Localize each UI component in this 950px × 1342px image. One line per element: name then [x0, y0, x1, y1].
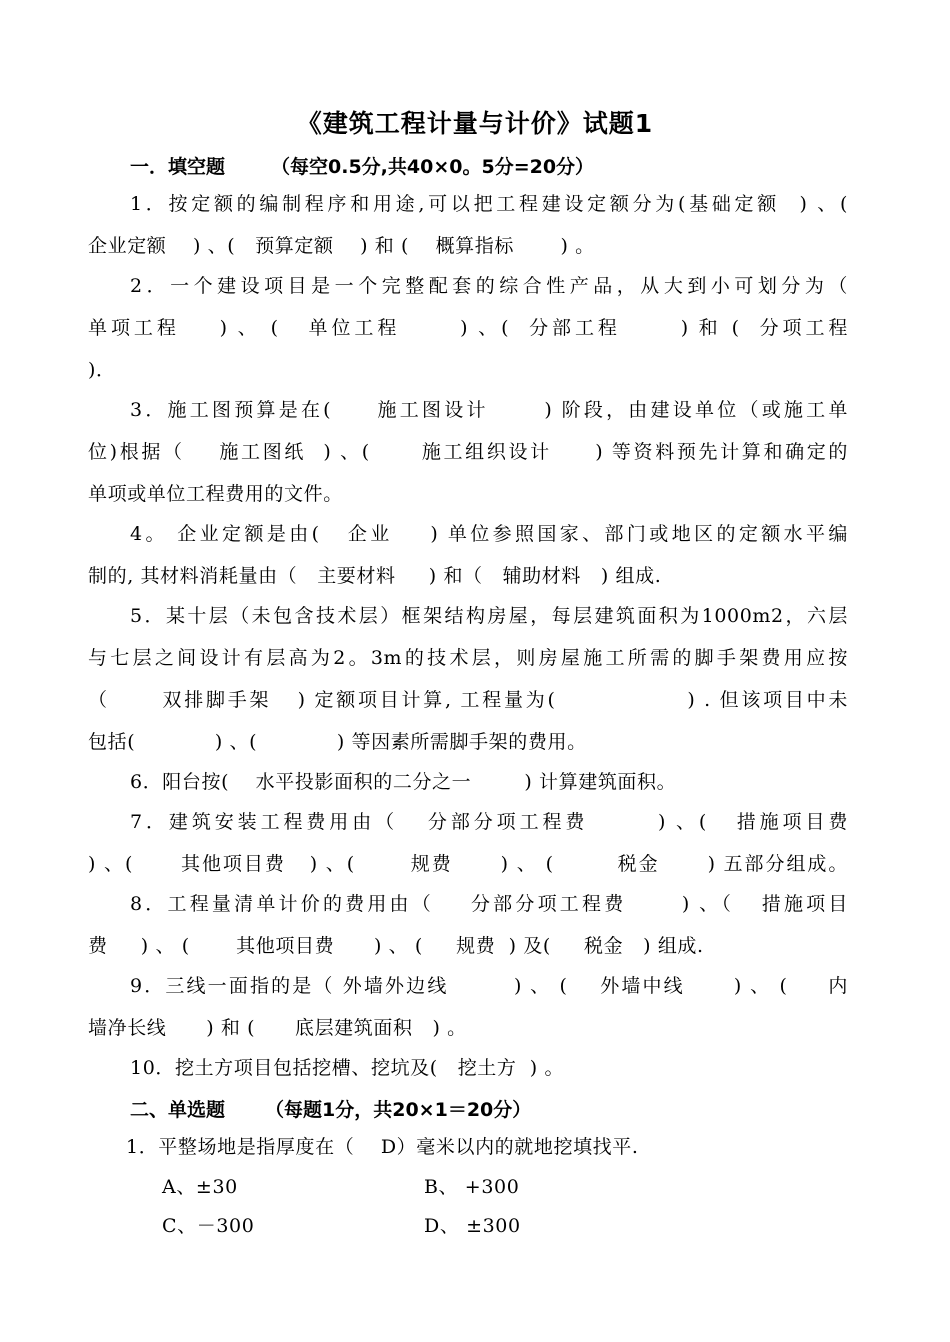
fill-q3-line2: 位)根据（ 施工图纸 ) 、( 施工组织设计 ) 等资料预先计算和确定的: [88, 441, 848, 463]
fill-q7-line1: 7．建筑安装工程费用由（ 分部分项工程费 ) 、( 措施项目费: [130, 811, 848, 833]
fill-q8-line1: 8．工程量清单计价的费用由（ 分部分项工程费 ) 、（ 措施项目: [130, 893, 848, 915]
fill-q1-line2: 企业定额 ) 、( 预算定额 ) 和 ( 概算指标 ) 。: [88, 235, 595, 257]
section-2-heading: [130, 1095, 531, 1122]
choice-q1-option-d: D、 ±300: [424, 1215, 521, 1237]
fill-q4-line2: 制的, 其材料消耗量由（ 主要材料 ) 和（ 辅助材料 ) 组成.: [88, 565, 662, 587]
fill-q9-line1: 9．三线一面指的是（ 外墙外边线 ) 、 ( 外墙中线 ) 、 ( 内: [130, 975, 848, 997]
fill-q2-line3: )．: [88, 359, 116, 381]
choice-q1-option-c: C、－300: [162, 1215, 255, 1237]
section-2-title: 二、单选题: [130, 1099, 226, 1121]
fill-q8-line2: 费 ) 、 ( 其他项目费 ) 、 ( 规费 ) 及( 税金 ) 组成.: [88, 935, 704, 957]
fill-q4-line1: 4。 企业定额是由( 企业 ) 单位参照国家、部门或地区的定额水平编: [130, 523, 848, 545]
fill-q9-line2: 墙净长线 ) 和 ( 底层建筑面积 ) 。: [88, 1017, 467, 1039]
fill-q2-line2: 单项工程 ) 、 ( 单位工程 ) 、( 分部工程 ) 和 ( 分项工程: [88, 317, 848, 339]
fill-q3-line3: 单项或单位工程费用的文件。: [88, 483, 343, 505]
choice-q1-stem: 1．平整场地是指厚度在（ D）毫米以内的就地挖填找平.: [126, 1136, 639, 1158]
fill-q1-line1: 1．按定额的编制程序和用途,可以把工程建设定额分为(基础定额 ) 、(: [130, 193, 848, 215]
document-title: 《建筑工程计量与计价》试题1: [296, 109, 654, 138]
section-1-score-note: （每空0.5分,共40×0。5分=20分）: [271, 156, 595, 178]
fill-q10-line1: 10．挖土方项目包括挖槽、挖坑及( 挖土方 ) 。: [130, 1057, 565, 1079]
choice-q1-option-a: A、±30: [162, 1176, 238, 1198]
section-2-score-note: （每题1分，共20×1＝20分）: [265, 1099, 532, 1121]
section-1-heading: [130, 152, 594, 179]
fill-q3-line1: 3．施工图预算是在( 施工图设计 ) 阶段，由建设单位（或施工单: [130, 399, 848, 421]
fill-q7-line2: ) 、( 其他项目费 ) 、( 规费 ) 、 ( 税金 ) 五部分组成。: [88, 853, 848, 875]
fill-q5-line3: （ 双排脚手架 ) 定额项目计算, 工程量为( ) . 但该项目中未: [88, 689, 848, 711]
choice-q1-option-b: B、 +300: [424, 1176, 520, 1198]
fill-q5-line2: 与七层之间设计有层高为2。3m的技术层，则房屋施工所需的脚手架费用应按: [88, 647, 848, 669]
fill-q5-line4: 包括( ) 、( ) 等因素所需脚手架的费用。: [88, 731, 587, 753]
fill-q2-line1: 2．一个建设项目是一个完整配套的综合性产品，从大到小可划分为（: [130, 275, 848, 297]
fill-q6-line1: 6．阳台按( 水平投影面积的二分之一 ) 计算建筑面积。: [130, 771, 677, 793]
fill-q5-line1: 5．某十层（未包含技术层）框架结构房屋，每层建筑面积为1000m2，六层: [130, 605, 848, 627]
section-1-title: 一．填空题: [130, 156, 226, 178]
